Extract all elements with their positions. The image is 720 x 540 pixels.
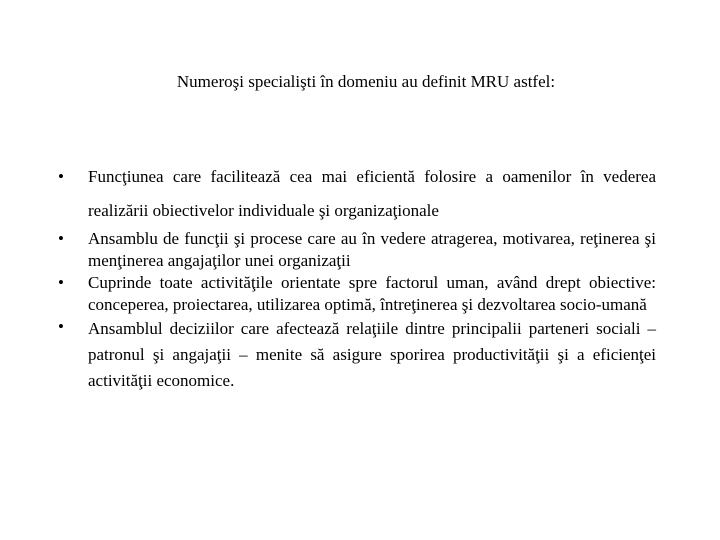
list-item-text: Ansamblu de funcţii şi procese care au în vedere atragerea, motivarea, reţinerea şi menţinerea angajaţilor unei organizaţii: [88, 229, 656, 270]
list-item: [58, 316, 656, 394]
list-item-text: Ansamblul deciziilor care afectează relaţiile dintre principalii parteneri sociali – patronul şi angajaţii – menite să asigure sporirea productivităţii şi a eficienţei activităţii economice.: [88, 319, 656, 390]
slide-heading: Numeroşi specialişti în domeniu au definit MRU astfel:: [176, 72, 556, 91]
definition-list: [58, 160, 656, 394]
bullet-icon: •: [58, 317, 64, 336]
bullet-icon: •: [58, 273, 64, 292]
list-item-text: Funcţiunea care facilitează cea mai eficientă folosire a oamenilor în vederea realizării obiectivelor individuale şi organizaţionale: [88, 167, 656, 220]
list-item: [58, 272, 656, 316]
list-item-text: Cuprinde toate activităţile orientate spre factorul uman, având drept obiective: conceperea, proiectarea, utilizarea optimă, întreţinerea şi dezvoltarea socio-umană: [88, 273, 656, 314]
bullet-icon: •: [58, 167, 64, 186]
list-item: [58, 228, 656, 272]
bullet-icon: •: [58, 229, 64, 248]
list-item: [58, 160, 656, 228]
